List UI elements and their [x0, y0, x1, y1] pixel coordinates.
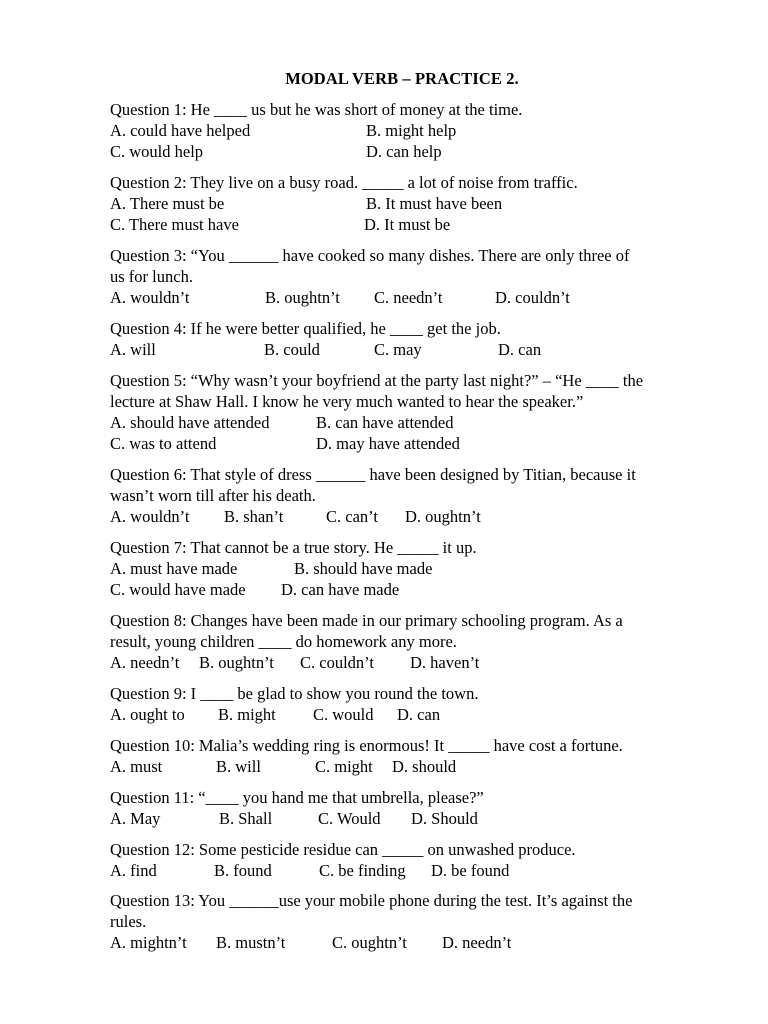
answer-option: D. haven’t — [410, 653, 480, 672]
answer-option: B. oughtn’t — [265, 288, 340, 307]
option-row — [110, 652, 700, 673]
answer-option: D. couldn’t — [495, 288, 570, 307]
question-1 — [110, 99, 700, 162]
question-5 — [110, 370, 700, 454]
answer-option: C. be finding — [319, 861, 406, 880]
answer-option: B. shan’t — [224, 507, 284, 526]
answer-option: A. will — [110, 340, 156, 359]
question-stem: lecture at Shaw Hall. I know he very much wanted to hear the speaker.” — [110, 392, 584, 411]
answer-option: A. must — [110, 757, 163, 776]
answer-option: D. can — [498, 340, 542, 359]
answer-option: C. Would — [318, 809, 381, 828]
question-stem: rules. — [110, 912, 147, 931]
question-stem: Question 11: “____ you hand me that umbrella, please?” — [110, 788, 484, 807]
answer-option: A. could have helped — [110, 121, 251, 140]
option-row — [110, 433, 700, 454]
answer-option: B. oughtn’t — [199, 653, 274, 672]
question-8 — [110, 610, 700, 673]
question-stem: Question 9: I ____ be glad to show you round the town. — [110, 684, 479, 703]
answer-option: C. would help — [110, 142, 204, 161]
option-row — [110, 214, 700, 235]
question-stem: Question 5: “Why wasn’t your boyfriend at the party last night?” – “He ____ the — [110, 371, 644, 390]
question-stem: Question 13: You ______use your mobile phone during the test. It’s against the — [110, 891, 633, 910]
answer-option: D. should — [392, 757, 457, 776]
question-13 — [110, 890, 700, 953]
answer-option: C. may — [374, 340, 422, 359]
question-stem: wasn’t worn till after his death. — [110, 486, 316, 505]
question-stem: Question 10: Malia’s wedding ring is enormous! It _____ have cost a fortune. — [110, 736, 623, 755]
question-4 — [110, 318, 700, 360]
question-stem: Question 4: If he were better qualified, he ____ get the job. — [110, 319, 501, 338]
answer-option: D. needn’t — [442, 933, 512, 952]
question-stem: Question 2: They live on a busy road. _____ a lot of noise from traffic. — [110, 173, 578, 192]
answer-option: D. oughtn’t — [405, 507, 481, 526]
option-row — [110, 506, 700, 527]
answer-option: B. might help — [366, 121, 457, 140]
question-11 — [110, 787, 700, 829]
option-row — [110, 756, 700, 777]
option-row — [110, 120, 700, 141]
answer-option: C. There must have — [110, 215, 239, 234]
answer-option: C. would have made — [110, 580, 246, 599]
option-row — [110, 808, 700, 829]
question-10 — [110, 735, 700, 777]
answer-option: D. can have made — [281, 580, 400, 599]
question-3 — [110, 245, 700, 308]
answer-option: A. ought to — [110, 705, 185, 724]
answer-option: B. could — [264, 340, 320, 359]
answer-option: C. might — [315, 757, 373, 776]
answer-option: D. can help — [366, 142, 442, 161]
answer-option: A. should have attended — [110, 413, 270, 432]
answer-option: D. Should — [411, 809, 478, 828]
answer-option: B. mustn’t — [216, 933, 286, 952]
answer-option: D. can — [397, 705, 441, 724]
answer-option: C. was to attend — [110, 434, 217, 453]
answer-option: C. needn’t — [374, 288, 443, 307]
question-stem: Question 6: That style of dress ______ have been designed by Titian, because it — [110, 465, 636, 484]
answer-option: B. Shall — [219, 809, 273, 828]
answer-option: B. can have attended — [316, 413, 454, 432]
answer-option: A. must have made — [110, 559, 238, 578]
question-9 — [110, 683, 700, 725]
answer-option: A. wouldn’t — [110, 507, 190, 526]
answer-option: A. wouldn’t — [110, 288, 190, 307]
answer-option: C. can’t — [326, 507, 378, 526]
option-row — [110, 558, 700, 579]
option-row — [110, 287, 700, 308]
answer-option: A. find — [110, 861, 157, 880]
answer-option: D. It must be — [364, 215, 451, 234]
option-row — [110, 579, 700, 600]
answer-option: A. needn’t — [110, 653, 180, 672]
answer-option: B. should have made — [294, 559, 433, 578]
question-stem: Question 8: Changes have been made in our primary schooling program. As a — [110, 611, 623, 630]
question-7 — [110, 537, 700, 600]
question-stem: Question 1: He ____ us but he was short of money at the time. — [110, 100, 523, 119]
answer-option: B. will — [216, 757, 261, 776]
answer-option: A. mightn’t — [110, 933, 187, 952]
page-title: MODAL VERB – PRACTICE 2. — [285, 69, 519, 88]
option-row — [110, 339, 700, 360]
answer-option: C. couldn’t — [300, 653, 374, 672]
question-2 — [110, 172, 700, 235]
question-stem: result, young children ____ do homework any more. — [110, 632, 457, 651]
answer-option: C. would — [313, 705, 374, 724]
answer-option: D. may have attended — [316, 434, 460, 453]
option-row — [110, 193, 700, 214]
answer-option: C. oughtn’t — [332, 933, 407, 952]
question-stem: Question 12: Some pesticide residue can _____ on unwashed produce. — [110, 840, 576, 859]
answer-option: A. May — [110, 809, 161, 828]
question-12 — [110, 839, 700, 881]
answer-option: A. There must be — [110, 194, 225, 213]
option-row — [110, 932, 700, 953]
option-row — [110, 860, 700, 881]
question-stem: Question 3: “You ______ have cooked so many dishes. There are only three of — [110, 246, 630, 265]
option-row — [110, 141, 700, 162]
answer-option: D. be found — [431, 861, 510, 880]
question-6 — [110, 464, 700, 527]
question-stem: Question 7: That cannot be a true story. He _____ it up. — [110, 538, 477, 557]
option-row — [110, 704, 700, 725]
question-stem: us for lunch. — [110, 267, 193, 286]
answer-option: B. It must have been — [366, 194, 503, 213]
answer-option: B. might — [218, 705, 276, 724]
answer-option: B. found — [214, 861, 272, 880]
option-row — [110, 412, 700, 433]
